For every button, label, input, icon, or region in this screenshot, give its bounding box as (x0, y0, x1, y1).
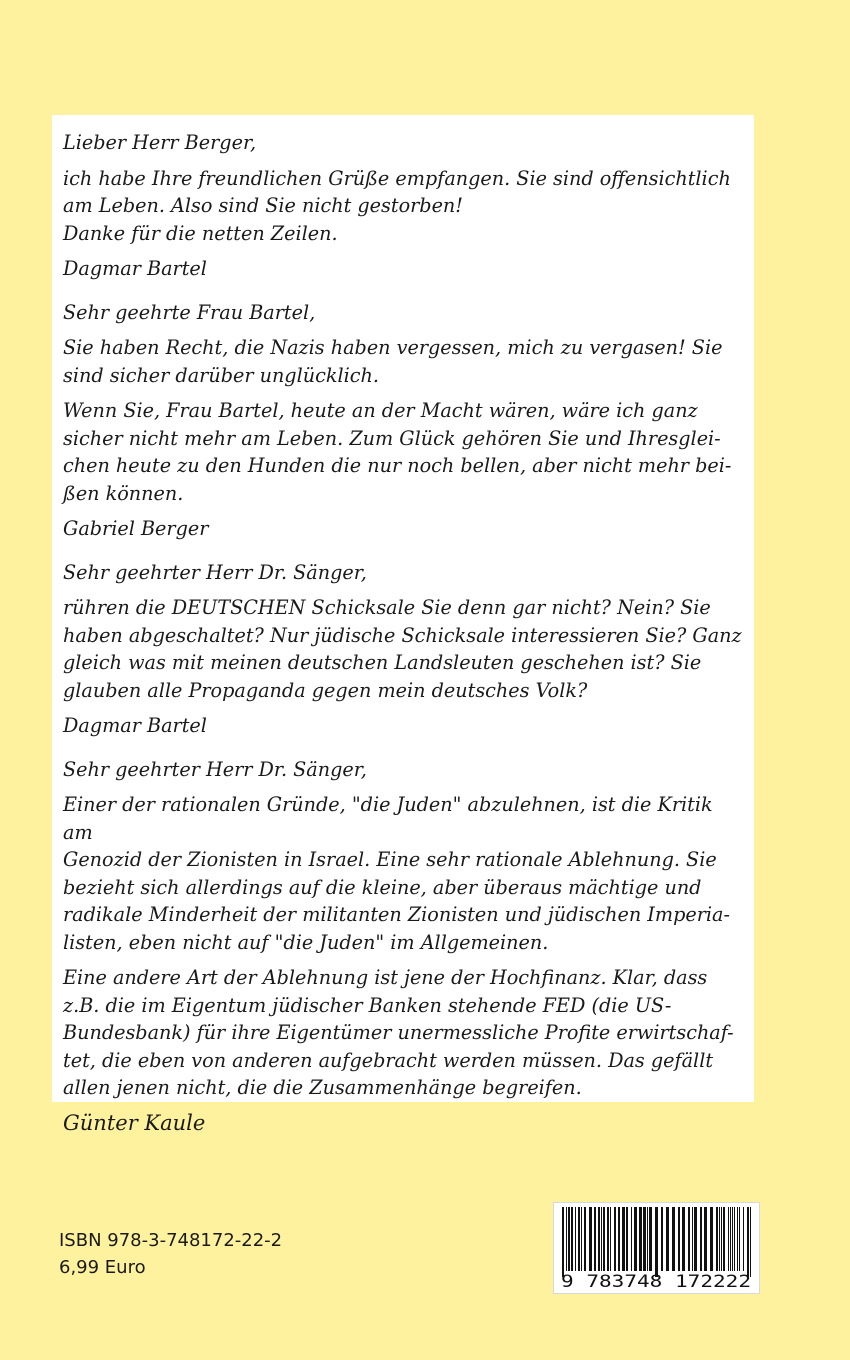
barcode-bar (566, 1207, 567, 1271)
barcode-bar (678, 1207, 680, 1271)
letter-paragraph (63, 964, 742, 1102)
text-line: chen heute zu den Hunden die nur noch bellen, aber nicht mehr bei- (63, 454, 732, 477)
barcode-bar (716, 1207, 718, 1271)
barcode-bar (721, 1207, 722, 1271)
barcode-bar (682, 1207, 685, 1271)
letter-salutation: Sehr geehrter Herr Dr. Sänger, (63, 560, 367, 584)
barcode-bar (730, 1207, 731, 1271)
barcode-bar (603, 1207, 605, 1271)
letter-salutation: Lieber Herr Berger, (63, 131, 257, 154)
barcode-bar (649, 1207, 652, 1271)
text-line: ich habe Ihre freundlichen Grüße empfangen. Sie sind offensichtlich (63, 166, 731, 190)
text-line: Danke für die netten Zeilen. (63, 221, 338, 245)
text-line: Bundesbank) für ihre Eigentümer unermessliche Profite erwirtschaf- (63, 1021, 734, 1044)
letter-signature: Dagmar Bartel (63, 257, 207, 280)
letter-signature: Dagmar Bartel (63, 714, 207, 737)
letter-salutation: Sehr geehrte Frau Bartel, (63, 300, 316, 324)
barcode-bar (694, 1207, 697, 1271)
barcode-bar (704, 1207, 707, 1271)
letter-paragraph (63, 397, 742, 507)
text-line: ßen können. (63, 481, 184, 505)
barcode-graphic (554, 1203, 759, 1293)
barcode-bar (734, 1207, 735, 1271)
text-line: sind sicher darüber unglücklich. (63, 363, 379, 387)
barcode-bar (655, 1207, 658, 1277)
barcode-bar (598, 1207, 600, 1271)
barcode-bar (614, 1207, 616, 1271)
text-line: radikale Minderheit der militanten Zionisten und jüdischen Imperia- (63, 903, 730, 926)
barcode-bar (700, 1207, 702, 1271)
text-line: Einer der rationalen Gründe, "die Juden" abzulehnen, ist die Kritik am (63, 793, 713, 844)
letter-paragraph (63, 334, 742, 389)
barcode-bar (634, 1207, 637, 1271)
barcode-bar (581, 1207, 582, 1271)
barcode-bar (610, 1207, 611, 1271)
barcode-bar (568, 1207, 570, 1271)
barcode-bar (739, 1207, 740, 1271)
text-line: Eine andere Art der Ablehnung ist jene der Hochfinanz. Klar, dass (63, 966, 708, 989)
letter-paragraph (63, 594, 742, 704)
letter-signature: Günter Kaule (63, 1110, 206, 1135)
text-line: allen jenen nicht, die die Zusammenhänge begreifen. (63, 1076, 582, 1099)
barcode-bar (750, 1207, 751, 1277)
barcode-digits: 9 783748 172222 (561, 1272, 751, 1292)
letters-text-box (52, 115, 754, 1135)
barcode-bar (743, 1207, 744, 1271)
text-line: glauben alle Propaganda gegen mein deutsches Volk? (63, 678, 588, 702)
barcode-bar (719, 1207, 720, 1271)
letter-salutation: Sehr geehrter Herr Dr. Sänger, (63, 757, 367, 781)
text-line: sicher nicht mehr am Leben. Zum Glück gehören Sie und Ihresglei- (63, 426, 721, 450)
isbn-barcode (553, 1202, 760, 1294)
text-line: gleich was mit meinen deutschen Landsleuten geschehen ist? Sie (63, 651, 702, 674)
barcode-bar (607, 1207, 609, 1271)
barcode-bar (594, 1207, 596, 1271)
letter-paragraph (63, 791, 742, 956)
barcode-bar (647, 1207, 648, 1271)
book-info (59, 1227, 282, 1281)
text-line: bezieht sich allerdings auf die kleine, aber überaus mächtige und (63, 875, 702, 899)
barcode-bar (578, 1207, 580, 1271)
text-line: haben abgeschaltet? Nur jüdische Schicksale interessieren Sie? Ganz (63, 623, 742, 647)
isbn-number: ISBN 978-3-748172-22-2 (59, 1230, 283, 1251)
barcode-bar (643, 1207, 646, 1271)
barcode-bar (626, 1207, 628, 1271)
text-line: rühren die DEUTSCHEN Schicksale Sie denn gar nicht? Nein? Sie (63, 596, 711, 619)
text-line: tet, die eben von anderen aufgebracht werden müssen. Das gefällt (63, 1048, 714, 1072)
barcode-bar (728, 1207, 729, 1271)
barcode-bar (631, 1207, 632, 1271)
text-line: z.B. die im Eigentum jüdischer Banken stehende FED (die US- (63, 993, 672, 1017)
barcode-bar (639, 1207, 642, 1271)
letter-paragraph (63, 165, 742, 248)
barcode-bar (666, 1207, 669, 1271)
barcode-bar (622, 1207, 625, 1271)
barcode-bar (562, 1207, 564, 1277)
barcode-bar (723, 1207, 725, 1271)
letter-signature: Gabriel Berger (63, 517, 209, 540)
barcode-bar (589, 1207, 592, 1271)
barcode-bar (661, 1207, 663, 1271)
text-line: Genozid der Zionisten in Israel. Eine sehr rationale Ablehnung. Sie (63, 848, 717, 871)
barcode-bar (571, 1207, 573, 1271)
barcode-bar (737, 1207, 738, 1271)
barcode-bar (618, 1207, 620, 1271)
barcode-bar (584, 1207, 586, 1271)
text-line: listen, eben nicht auf "die Juden" im Allgemeinen. (63, 930, 549, 954)
barcode-bar (692, 1207, 693, 1271)
barcode-bar (732, 1207, 733, 1271)
barcode-bar (688, 1207, 690, 1271)
text-line: Wenn Sie, Frau Bartel, heute an der Macht wären, wäre ich ganz (63, 399, 698, 422)
barcode-bar (575, 1207, 576, 1271)
text-line: Sie haben Recht, die Nazis haben vergessen, mich zu vergasen! Sie (63, 336, 723, 359)
barcode-bar (672, 1207, 675, 1271)
text-line: am Leben. Also sind Sie nicht gestorben! (63, 194, 464, 217)
barcode-bar (601, 1207, 602, 1271)
price: 6,99 Euro (59, 1257, 146, 1278)
barcode-bar (747, 1207, 749, 1277)
barcode-bar (710, 1207, 713, 1271)
